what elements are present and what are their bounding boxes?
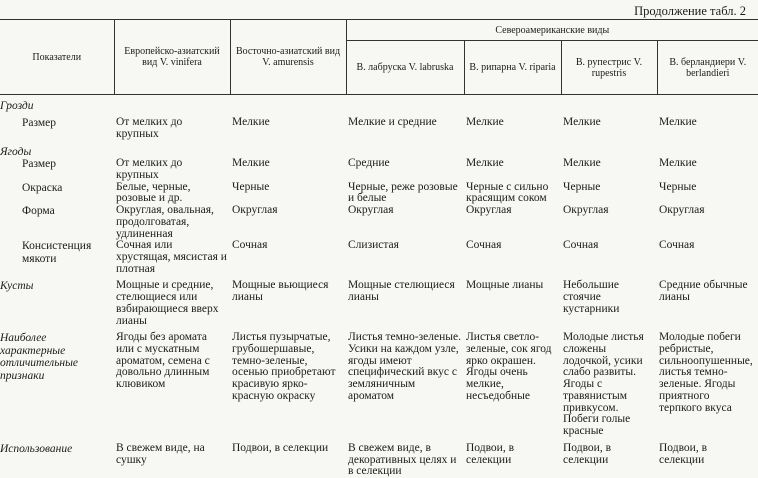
header-east-asian-species: Восточно-азиатский вид V. amurensis: [230, 20, 346, 95]
row-label: Размер: [22, 158, 57, 171]
header-berlandieri: В. берландиери V. berlandieri: [657, 41, 758, 95]
table-cell: Мелкие: [563, 157, 601, 170]
table-header: [0, 20, 758, 95]
table-cell: Мощные вьющиеся лианы: [232, 279, 329, 304]
table-cell: Подвои, в селекции: [466, 441, 515, 466]
table-row: [0, 158, 758, 181]
table-cell: От мелких до крупных: [116, 116, 183, 141]
header-european-species: Европейско-азиатский вид V. vinifera: [114, 20, 230, 95]
table-body: [0, 95, 758, 478]
table-cell: Листья светло-зеленые, сок ягод ярко окрашен. Ягоды очень мелкие, несъедобные: [466, 331, 552, 402]
table-cell: Листья пузырчатые, грубошершавые, темно-зеленые, осенью приобретают красивую ярко-красную окраску: [232, 331, 336, 402]
table-cell: От мелких до крупных: [116, 157, 183, 181]
header-labruska: В. лабруска V. labruska: [346, 41, 464, 95]
row-label: Консистенция мякоти: [22, 240, 92, 265]
table-cell: Мелкие и средние: [348, 116, 437, 129]
table-cell: Сочная или хрустящая, мясистая и плотная: [116, 239, 227, 275]
table-cell: Округлая: [659, 204, 705, 217]
table-cell: Небольшие стоячие кустарники: [563, 279, 620, 315]
table-cell: Сочная: [563, 239, 599, 252]
comparison-table: [0, 19, 758, 478]
table-cell: Белые, черные, розовые и др.: [116, 180, 191, 205]
table-cell: Мелкие: [466, 116, 504, 129]
table-cell: Округлая: [466, 204, 512, 217]
category-label: Использование: [0, 442, 73, 455]
table-cell: В свежем виде, в декоративных целях и в селекции: [348, 441, 457, 478]
table-row: [0, 182, 758, 205]
category-label: Ягоды: [0, 145, 32, 158]
table-cell: Листья темно-зеленые. Усики на каждом узле, ягоды имеют специфический вкус с земляничным ароматом: [348, 331, 461, 402]
table-cell: Подвои, в селекции: [232, 441, 329, 454]
row-label: Размер: [22, 117, 57, 130]
row-label: Форма: [22, 205, 55, 218]
table-cell: Подвои, в селекции: [563, 441, 612, 466]
row-label: Окраска: [22, 181, 63, 194]
table-cell: Черные, реже розовые и белые: [348, 180, 458, 205]
table-cell: Слизистая: [348, 239, 399, 252]
table-cell: Сочная: [466, 239, 502, 252]
table-cell: Мощные и средние, стелющиеся или взбирающиеся вверх лианы: [116, 279, 219, 327]
table-cell: Средние обычные лианы: [659, 279, 748, 304]
table-cell: Сочная: [232, 239, 268, 252]
table-cell: Средние: [348, 157, 390, 170]
category-row: [0, 100, 758, 112]
table-row: [0, 117, 758, 140]
table-row: [0, 205, 758, 240]
table-cell: Мелкие: [466, 157, 504, 170]
table-cell: Мелкие: [659, 157, 697, 170]
header-rupestris: В. рупестрис V. rupestris: [561, 41, 657, 95]
table-cell: Округлая, овальная, продолговатая, удлиненная: [116, 204, 214, 240]
table-row: [0, 332, 758, 437]
table-row: [0, 280, 758, 327]
table-cell: Черные: [232, 180, 270, 193]
table-cell: В свежем виде, на сушку: [116, 441, 205, 466]
table-cell: Округлая: [232, 204, 278, 217]
table-row: [0, 240, 758, 275]
table-cell: Округлая: [563, 204, 609, 217]
table-cell: Молодые побеги ребристые, сильноопушенные, листья темно-зеленые. Ягоды приятного терпкого вкуса: [659, 331, 753, 414]
table-row: [0, 443, 758, 478]
category-label: Грозди: [0, 100, 34, 112]
header-riparia: В. рипарна V. riparia: [464, 41, 561, 95]
category-label: Наиболее характерные отличительные признаки: [0, 332, 79, 382]
table-cell: Мелкие: [232, 116, 270, 129]
table-cell: Сочная: [659, 239, 695, 252]
header-north-american-group: Североамериканские виды: [346, 20, 758, 41]
table-cell: Мелкие: [563, 116, 601, 129]
table-cell: Ягоды без аромата или с мускатным ароматом, семена с довольно длинным клювиком: [116, 331, 210, 391]
table-cell: Черные с сильно красящим соком: [466, 180, 549, 205]
table-cell: Черные: [563, 180, 601, 193]
category-label: Кусты: [0, 280, 34, 293]
table-cell: Черные: [659, 180, 697, 193]
table-cell: Округлая: [348, 204, 394, 217]
table-cell: Подвои, в селекции: [659, 441, 708, 466]
table-cell: Мощные лианы: [466, 279, 544, 292]
table-caption: Продолжение табл. 2: [634, 4, 746, 18]
table-cell: Молодые листья сложены лодочкой, усики слабо развиты. Ягоды с травянистым привкусом. Побеги голые красные: [563, 331, 644, 438]
table-cell: Мелкие: [659, 116, 697, 129]
table-cell: Мелкие: [232, 157, 270, 170]
header-indicator: Показатели: [0, 20, 114, 95]
table-cell: Мощные стелющиеся лианы: [348, 279, 455, 304]
